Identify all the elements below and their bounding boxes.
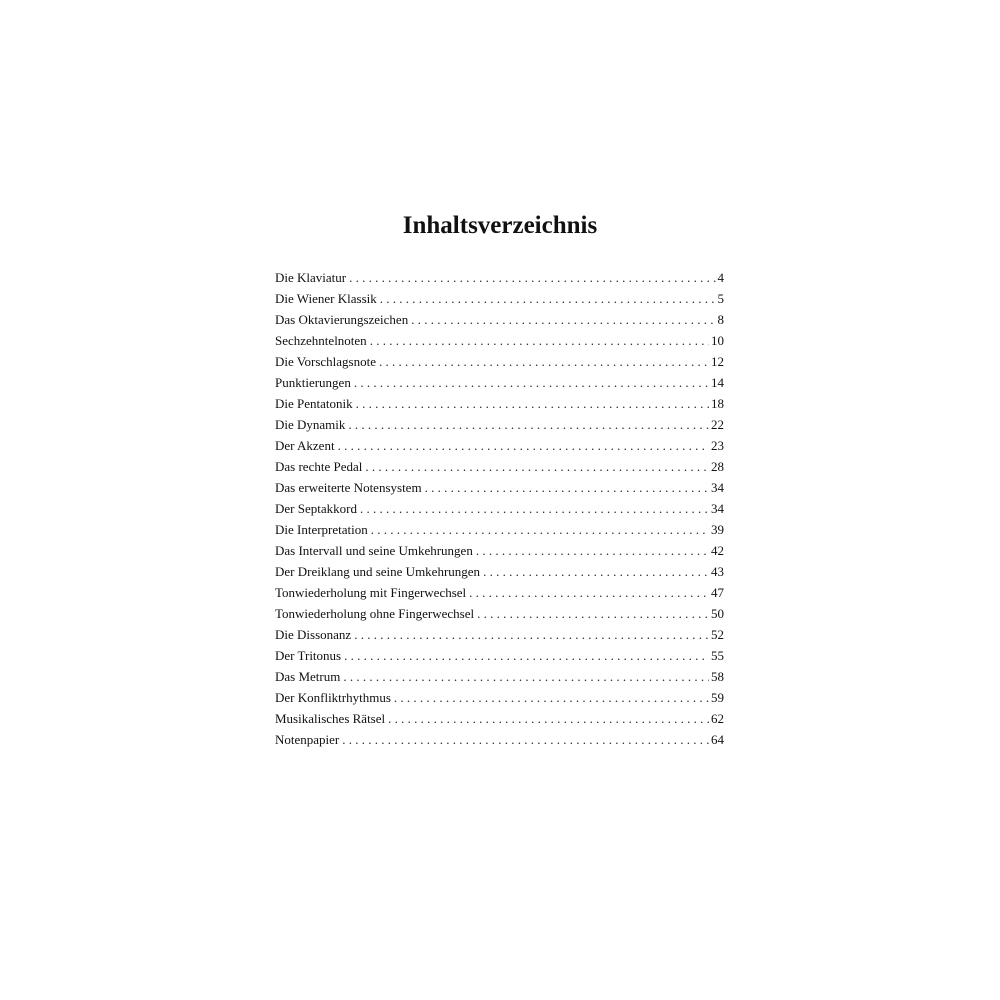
toc-entry-page: 59 xyxy=(711,690,724,705)
toc-leader-dots xyxy=(370,330,709,351)
toc-entry-label: Notenpapier xyxy=(275,732,340,747)
toc-entry-label: Der Septakkord xyxy=(275,501,357,516)
toc-entry-page: 4 xyxy=(717,270,724,285)
toc-entry xyxy=(275,519,724,540)
toc-leader-dots xyxy=(483,561,709,582)
toc-entry xyxy=(275,309,724,330)
toc-leader-dots xyxy=(365,456,709,477)
toc-entry xyxy=(275,393,724,414)
toc-entry-label: Das Intervall und seine Umkehrungen xyxy=(275,543,473,558)
toc-entry-label: Die Wiener Klassik xyxy=(275,291,377,306)
toc-entry xyxy=(275,687,724,708)
toc-entry xyxy=(275,435,724,456)
toc-entry-label: Der Konfliktrhythmus xyxy=(275,690,391,705)
toc-leader-dots xyxy=(354,624,709,645)
toc-entry-label: Sechzehntelnoten xyxy=(275,333,367,348)
toc-entry xyxy=(275,477,724,498)
toc-entry-page: 14 xyxy=(711,375,724,390)
toc-entry xyxy=(275,729,724,750)
toc-leader-dots xyxy=(411,309,715,330)
toc-entry xyxy=(275,267,724,288)
toc-entry xyxy=(275,603,724,624)
toc-entry-page: 28 xyxy=(711,459,724,474)
toc-leader-dots xyxy=(394,687,709,708)
toc-entry-page: 64 xyxy=(711,732,724,747)
toc-entry-label: Das Oktavierungszeichen xyxy=(275,312,409,327)
toc-leader-dots xyxy=(348,414,709,435)
toc-entry-page: 55 xyxy=(711,648,724,663)
toc-entry-page: 5 xyxy=(717,291,724,306)
toc-leader-dots xyxy=(338,435,709,456)
toc-entry-page: 18 xyxy=(711,396,724,411)
toc-leader-dots xyxy=(343,666,709,687)
toc-entry xyxy=(275,288,724,309)
toc-entry xyxy=(275,624,724,645)
toc-entry-label: Der Dreiklang und seine Umkehrungen xyxy=(275,564,481,579)
toc-entry-label: Das rechte Pedal xyxy=(275,459,363,474)
toc-entry-label: Die Vorschlagsnote xyxy=(275,354,376,369)
toc-leader-dots xyxy=(349,267,715,288)
toc-entry-page: 22 xyxy=(711,417,724,432)
toc-leader-dots xyxy=(356,393,709,414)
toc-entry-page: 34 xyxy=(711,501,724,516)
toc-leader-dots xyxy=(425,477,709,498)
page-title: Inhaltsverzeichnis xyxy=(402,212,598,239)
toc-entry-page: 42 xyxy=(711,543,724,558)
toc-leader-dots xyxy=(379,351,709,372)
toc-entry-label: Tonwiederholung ohne Fingerwechsel xyxy=(275,606,475,621)
toc-entry-page: 52 xyxy=(711,627,724,642)
toc-entry xyxy=(275,351,724,372)
toc-entry xyxy=(275,456,724,477)
toc-entry-label: Das Metrum xyxy=(275,669,341,684)
toc-leader-dots xyxy=(342,729,709,750)
toc-entry xyxy=(275,582,724,603)
toc-entry-label: Die Pentatonik xyxy=(275,396,353,411)
toc-entry-page: 58 xyxy=(711,669,724,684)
toc-entry xyxy=(275,540,724,561)
toc-entry xyxy=(275,708,724,729)
table-of-contents xyxy=(275,267,724,750)
toc-entry-page: 10 xyxy=(711,333,724,348)
toc-leader-dots xyxy=(371,519,709,540)
toc-entry-page: 62 xyxy=(711,711,724,726)
toc-entry-label: Der Akzent xyxy=(275,438,335,453)
toc-entry-label: Musikalisches Rätsel xyxy=(275,711,386,726)
toc-leader-dots xyxy=(354,372,709,393)
toc-leader-dots xyxy=(469,582,709,603)
toc-entry xyxy=(275,414,724,435)
toc-entry-label: Die Interpretation xyxy=(275,522,368,537)
toc-entry xyxy=(275,498,724,519)
toc-entry-page: 47 xyxy=(711,585,724,600)
toc-leader-dots xyxy=(344,645,709,666)
toc-entry-label: Tonwiederholung mit Fingerwechsel xyxy=(275,585,467,600)
toc-entry-page: 12 xyxy=(711,354,724,369)
toc-entry-page: 23 xyxy=(711,438,724,453)
toc-entry-label: Die Dissonanz xyxy=(275,627,352,642)
toc-entry xyxy=(275,330,724,351)
toc-entry-label: Die Klaviatur xyxy=(275,270,347,285)
toc-entry xyxy=(275,561,724,582)
toc-entry xyxy=(275,645,724,666)
toc-entry-label: Die Dynamik xyxy=(275,417,346,432)
toc-entry xyxy=(275,666,724,687)
toc-leader-dots xyxy=(476,540,709,561)
toc-entry-page: 39 xyxy=(711,522,724,537)
toc-entry xyxy=(275,372,724,393)
toc-leader-dots xyxy=(380,288,716,309)
toc-entry-page: 50 xyxy=(711,606,724,621)
toc-entry-label: Der Tritonus xyxy=(275,648,342,663)
toc-leader-dots xyxy=(388,708,709,729)
toc-entry-label: Punktierungen xyxy=(275,375,351,390)
toc-leader-dots xyxy=(360,498,709,519)
toc-entry-page: 8 xyxy=(717,312,724,327)
toc-entry-page: 34 xyxy=(711,480,724,495)
toc-leader-dots xyxy=(477,603,709,624)
toc-entry-page: 43 xyxy=(711,564,724,579)
toc-entry-label: Das erweiterte Notensystem xyxy=(275,480,422,495)
